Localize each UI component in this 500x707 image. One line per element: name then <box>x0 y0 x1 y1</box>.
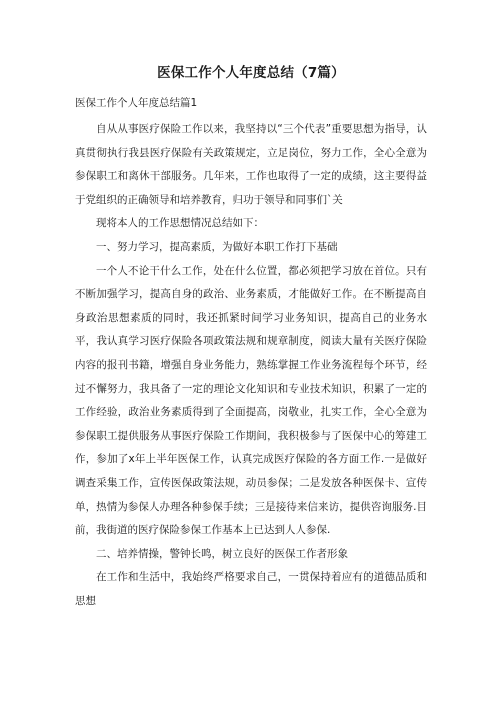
paragraph-conduct: 在工作和生活中，我始终严格要求自己，一贯保持着应有的道德品质和思想 <box>75 571 427 607</box>
section-heading-2: 二、培养情操，警钟长鸣，树立良好的医保工作者形象 <box>96 547 348 560</box>
paragraph-intro: 自从从事医疗保险工作以来，我坚持以“三个代表”重要思想为指导，认真贯彻执行我县医疗保险有关政策规定，立足岗位，努力工作，全心全意为参保职工和离休干部服务。几年来，工作也取得了一定的成绩，这主要得益于党组织的正确领导和培养教育，归功于领导和同事们`关 <box>75 123 427 206</box>
paragraph-study: 一个人不论干什么工作，处在什么位置，都必须把学习放在首位。只有不断加强学习，提高自身的政治、业务素质，才能做好工作。在不断提高自身政治思想素质的同时，我还抓紧时间学习业务知识，提高自己的业务水平，我认真学习医疗保险各项政策法规和规章制度，阅读大量有关医疗保险内容的报刊书籍，增强自身业务能力，熟练掌握工作业务流程每个环节，经过不懈努力，我具备了一定的理论文化知识和专业技术知识，积累了一定的工作经验，政治业务素质得到了全面提高，岗敬业，扎实工作，全心全意为参保职工提供服务从事医疗保险工作期间，我积极参与了医保中心的筹建工作，参加了x年上半年医保工作，认真完成医疗保险的各方面工作.一是做好调查采集工作，宣传医保政策法规，动员参保；二是发放各种医保卡、宣传单，热情为参保人办理各种参保手续；三是接待来信来访，提供咨询服务.目前，我街道的医疗保险参保工作基本上已达到人人参保. <box>75 264 427 537</box>
paragraph-summary-lead: 现将本人的工作思想情况总结如下： <box>96 217 264 230</box>
document-title: 医保工作个人年度总结（7篇） <box>157 65 345 81</box>
section-heading-1: 一、努力学习，提高素质，为做好本职工作打下基础 <box>96 240 338 253</box>
document-subtitle: 医保工作个人年度总结篇1 <box>75 97 198 109</box>
